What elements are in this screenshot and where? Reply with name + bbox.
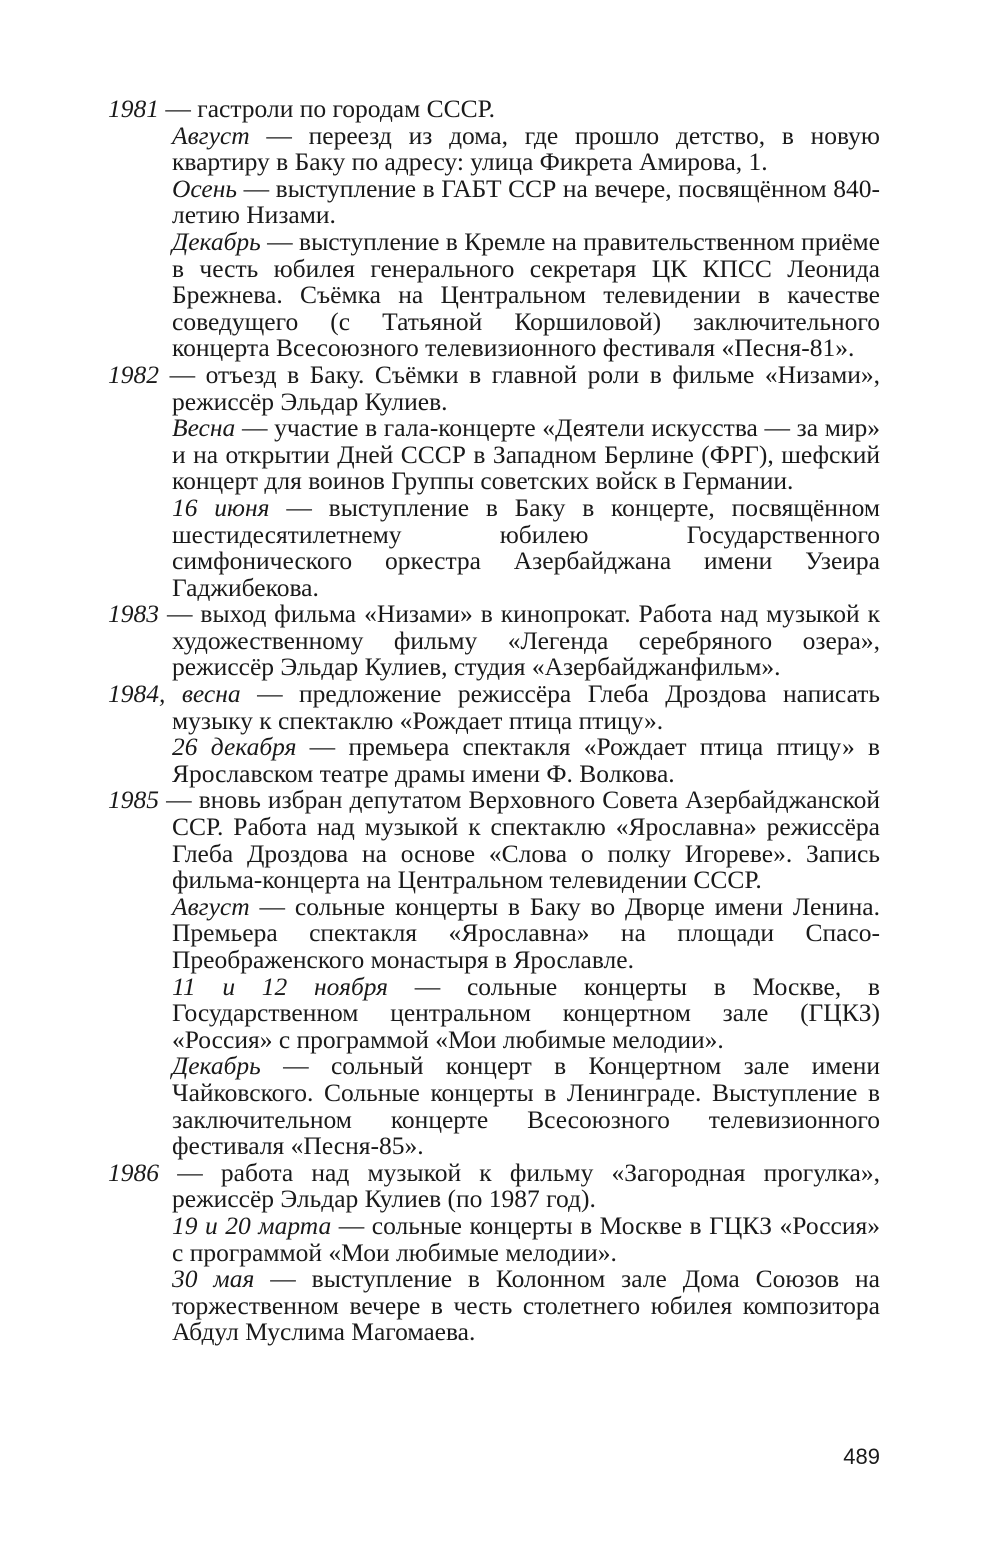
sub-entry — [108, 1210, 880, 1267]
entry-text: — отъезд в Баку. Съёмки в главной роли в фильме «Низами», режиссёр Эльдар Кулиев. — [159, 359, 880, 416]
year-entry-1986 — [108, 1157, 880, 1214]
entry-text: — вновь избран депутатом Верховного Совета Азербайджанской ССР. Работа над музыкой к спектаклю «Ярославна» режиссёра Глеба Дроздова на основе «Слова о полку Игореве». Запись фильма-концерта на Центральном телевидении СССР. — [159, 785, 880, 895]
year-label: 1982 — [108, 359, 159, 389]
date-label: Осень — [172, 173, 237, 203]
date-label: Весна — [172, 413, 236, 443]
date-label: 19 и 20 марта — [172, 1210, 332, 1240]
date-label: Август — [172, 891, 250, 921]
chronology-list — [108, 96, 880, 1346]
entry-text: — сольный концерт в Концертном зале имени Чайковского. Сольные концерты в Ленинграде. Выступление в заключительном концерте Всесоюзного телевизионного фестиваля «Песня-85». — [172, 1051, 880, 1161]
entry-text: — выступление в Колонном зале Дома Союзов на торжественном вечере в честь столетнего юбилея композитора Абдул Муслима Магомаева. — [172, 1264, 880, 1347]
entry-text: — предложение режиссёра Глеба Дроздова написать музыку к спектаклю «Рождает птица птицу». — [172, 679, 880, 735]
entry-text: — участие в гала-концерте «Деятели искусства — за мир» и на открытии Дней СССР в Западном Берлине (ФРГ), шефский концерт для воинов Группы советских войск в Германии. — [172, 413, 880, 496]
entry-text: — премьера спектакля «Рождает птица птицу» в Ярославском театре драмы имени Ф. Волкова. — [172, 732, 880, 788]
sub-entry — [108, 971, 881, 1054]
entry-text: — выступление в Кремле на правительственном приёме в честь юбилея генерального секретаря ЦК КПСС Леонида Брежнева. Съёмка на Центральном телевидении в качестве соведущего (с Татьяной Коршиловой) заключительного концерта Всесоюзного телевизионного фестиваля «Песня-81». — [172, 226, 880, 363]
year-label: 1986 — [108, 1157, 159, 1187]
sub-entry — [108, 492, 880, 602]
date-label: 11 и 12 ноября — [172, 971, 389, 1001]
date-label: 30 мая — [172, 1264, 255, 1294]
date-label: 26 декабря — [172, 732, 297, 762]
entry-text: — переезд из дома, где прошло детство, в новую квартиру в Баку по адресу: улица Фикрета Амирова, 1. — [172, 120, 880, 177]
entry-text: — гастроли по городам СССР. — [159, 94, 496, 123]
year-entry-1983 — [108, 601, 880, 681]
entry-text: — сольные концерты в Москве, в Государственном центральном концертном зале (ГЦКЗ) «Россия» с программой «Мои любимые мелодии». — [172, 971, 881, 1054]
year-entry-1981 — [108, 96, 880, 123]
sub-entry — [108, 1053, 880, 1159]
date-label: Август — [172, 120, 250, 150]
page-number: 489 — [843, 1444, 880, 1469]
year-label: 1985 — [108, 785, 159, 815]
date-label: Декабрь — [172, 1051, 261, 1081]
sub-entry — [108, 734, 880, 787]
sub-entry — [108, 226, 880, 363]
date-label: 16 июня — [172, 492, 270, 522]
sub-entry — [108, 1266, 880, 1346]
entry-text: — выступление в Баку в концерте, посвящённом шестидесятилетнему юбилею Государственного симфонического оркестра Азербайджана имени Узеира Гаджибекова. — [172, 492, 880, 602]
year-entry-1985 — [108, 787, 880, 893]
year-label: 1984, весна — [108, 679, 241, 709]
year-entry-1982 — [108, 359, 880, 416]
entry-text: — работа над музыкой к фильму «Загородная прогулка», режиссёр Эльдар Кулиев (по 1987 год). — [159, 1157, 880, 1214]
sub-entry — [108, 120, 880, 177]
sub-entry — [108, 415, 880, 495]
entry-text: — выход фильма «Низами» в кинопрокат. Работа над музыкой к художественному фильму «Легенда серебряного озера», режиссёр Эльдар Кулиев, студия «Азербайджанфильм». — [159, 599, 880, 682]
entry-text: — сольные концерты в Москве в ГЦКЗ «Россия» с программой «Мои любимые мелодии». — [172, 1210, 880, 1267]
year-label: 1981 — [108, 94, 159, 123]
sub-entry — [108, 891, 880, 974]
entry-text: — сольные концерты в Баку во Дворце имени Ленина. Премьера спектакля «Ярославна» на площади Спасо-Преображенского монастыря в Ярославле. — [172, 891, 880, 974]
year-entry-1984 — [108, 681, 880, 734]
entry-text: — выступление в ГАБТ ССР на вечере, посвящённом 840-летию Низами. — [172, 173, 880, 230]
date-label: Декабрь — [172, 226, 261, 256]
year-label: 1983 — [108, 599, 159, 629]
sub-entry — [108, 173, 880, 230]
